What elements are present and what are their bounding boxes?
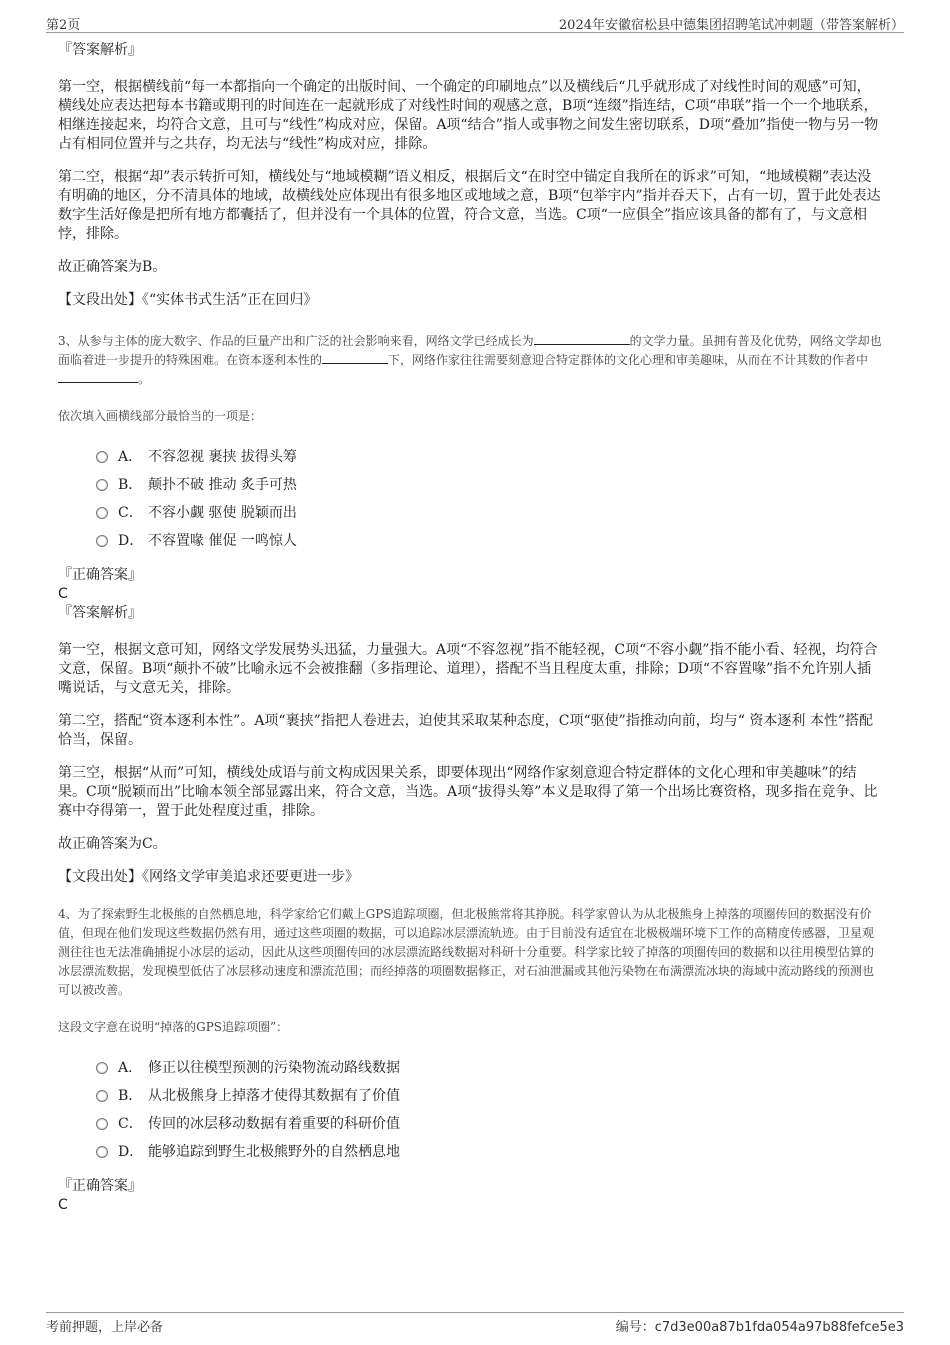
radio-icon[interactable] <box>96 479 108 491</box>
question-prompt: 依次填入画横线部分最恰当的一项是： <box>58 409 263 423</box>
document-title: 2024年安徽宿松县中德集团招聘笔试冲刺题（带答案解析） <box>558 18 904 33</box>
radio-icon[interactable] <box>96 1146 108 1158</box>
answer-conclusion: 故正确答案为C。 <box>58 836 167 852</box>
document-code: 编号：c7d3e00a87b1fda054a97b88fefce5e3 <box>615 1320 904 1335</box>
page-footer <box>46 1312 904 1335</box>
correct-answer: C <box>58 1197 68 1213</box>
analysis-paragraph: 第一空，根据横线前“每一本都指向一个确定的出版时间、一个确定的印刷地点”以及横线后“几乎就形成了对线性时间的观感”可知，横线处应表达把每本书籍或期刊的时间连在一起就形成了对线性时间的观感之意，B项“连缀”指连结，C项“串联”指一个一个地联系，相继连接起来，均符合文意，且可与“线性”构成对应，保留。A项“结合”指人或事物之间发生密切联系，D项“叠加”指使一物与另一物占有相同位置并与之共存，均无法与“线性”构成对应，排除。 <box>58 79 879 152</box>
question-stem: 3、从参与主体的庞大数字、作品的巨量产出和广泛的社会影响来看，网络文学已经成长为 的文学力量。虽拥有普及化优势，网络文学却也面临着进一步提升的特殊困难。在资本逐利本性的 下，网络作家往往需要刻意迎合特定群体的文化心理和审美趣味，从而在不计其数的作者中。 <box>58 334 882 386</box>
option-c[interactable]: C． 不容小觑 驱使 脱颖而出 <box>96 499 884 527</box>
analysis-paragraph: 第三空，根据“从而”可知，横线处成语与前文构成因果关系，即要体现出“网络作家刻意迎合特定群体的文化心理和审美趣味”的结果。C项“脱颖而出”比喻本领全部显露出来，符合文意，当选。A项“拔得头筹”本义是取得了第一个出场比赛资格，现多指在竞争、比赛中夺得第一，置于此处程度过重，排除。 <box>58 765 878 819</box>
correct-answer-label: 『正确答案』 <box>58 1178 142 1194</box>
page-content <box>58 40 884 1214</box>
question-2-analysis <box>58 40 884 310</box>
question-4 <box>58 905 884 1214</box>
analysis-paragraph: 第二空，搭配“资本逐利本性”。A项“裹挟”指把人卷进去，迫使其采取某种态度，C项“驱使”指推动向前，均与“ 资本逐利 本性”搭配恰当，保留。 <box>58 713 873 748</box>
radio-icon[interactable] <box>96 1118 108 1130</box>
radio-icon[interactable] <box>96 507 108 519</box>
option-d[interactable]: D． 不容置喙 催促 一鸣惊人 <box>96 527 884 555</box>
option-d[interactable]: D． 能够追踪到野生北极熊野外的自然栖息地 <box>96 1138 884 1166</box>
passage-source: 【文段出处】《“实体书式生活”正在回归》 <box>58 292 318 308</box>
fill-blank <box>58 370 138 383</box>
analysis-label: 『答案解析』 <box>58 42 142 58</box>
passage-source: 【文段出处】《网络文学审美追求还要更进一步》 <box>58 869 359 885</box>
radio-icon[interactable] <box>96 1062 108 1074</box>
option-list <box>96 1054 884 1166</box>
answer-conclusion: 故正确答案为B。 <box>58 259 167 275</box>
analysis-paragraph: 第一空，根据文意可知，网络文学发展势头迅猛，力量强大。A项“不容忽视”指不能轻视，C项“不容小觑”指不能小看、轻视，均符合文意，保留。B项“颠扑不破”比喻永远不会被推翻（多指理论、道理），搭配不当且程度太重，排除；D项“不容置喙”指不允许别人插嘴说话，与文意无关，排除。 <box>58 642 878 696</box>
question-number: 4、 <box>58 907 78 921</box>
option-b[interactable]: B． 从北极熊身上掉落才使得其数据有了价值 <box>96 1082 884 1110</box>
analysis-paragraph: 第二空，根据“却”表示转折可知，横线处与“地域模糊”语义相反，根据后文“在时空中锚定自我所在的诉求”可知，“地域模糊”表达没有明确的地区，分不清具体的地域，故横线处应体现出有很多地区或地域之意，B项“包举宇内”指并吞天下，占有一切，置于此处表达数字生活好像是把所有地方都囊括了，但并没有一个具体的位置，符合文意，当选。C项“一应俱全”指应该具备的都有了，与文意相悖，排除。 <box>58 169 881 242</box>
correct-answer-label: 『正确答案』 <box>58 567 142 583</box>
radio-icon[interactable] <box>96 535 108 547</box>
radio-icon[interactable] <box>96 451 108 463</box>
footer-slogan: 考前押题，上岸必备 <box>46 1320 164 1335</box>
option-list <box>96 443 884 555</box>
fill-blank <box>534 332 630 345</box>
analysis-label: 『答案解析』 <box>58 605 142 621</box>
radio-icon[interactable] <box>96 1090 108 1102</box>
option-a[interactable]: A． 不容忽视 裹挟 拔得头筹 <box>96 443 884 471</box>
page-number: 第2页 <box>46 18 81 33</box>
option-a[interactable]: A． 修正以往模型预测的污染物流动路线数据 <box>96 1054 884 1082</box>
question-3 <box>58 332 884 887</box>
fill-blank <box>322 351 388 364</box>
correct-answer: C <box>58 586 68 602</box>
option-c[interactable]: C． 传回的冰层移动数据有着重要的科研价值 <box>96 1110 884 1138</box>
page-header <box>46 12 904 33</box>
question-number: 3、 <box>58 334 78 348</box>
question-prompt: 这段文字意在说明“掉落的GPS追踪项圈”： <box>58 1020 289 1034</box>
option-b[interactable]: B． 颠扑不破 推动 炙手可热 <box>96 471 884 499</box>
question-stem: 4、为了探索野生北极熊的自然栖息地，科学家给它们戴上GPS追踪项圈，但北极熊常将其挣脱。科学家曾认为从北极熊身上掉落的项圈传回的数据没有价值，但现在他们发现这些数据仍然有用，通过这些项圈的数据，可以追踪冰层漂流轨迹。由于目前没有适宜在北极极端环境下工作的高精度传感器，卫星观测往往也无法准确捕捉小冰层的运动，因此从这些项圈传回的冰层漂流路线数据对科研十分重要。科学家比较了掉落的项圈传回的数据和以往用模型估算的冰层漂流数据，发现模型低估了冰层移动速度和漂流范围；而经掉落的项圈数据修正，对石油泄漏或其他污染物在布满漂流冰块的海域中流动路线的预测也可以被改善。 <box>58 907 875 997</box>
